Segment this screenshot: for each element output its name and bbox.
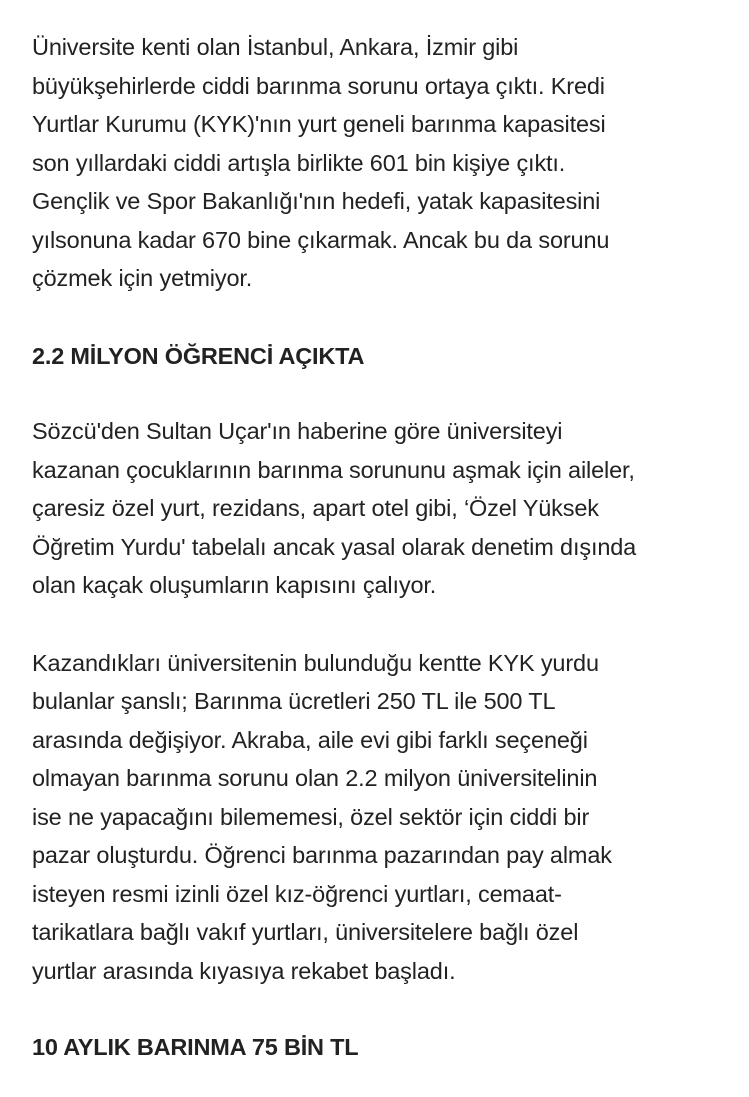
section-heading-housing-cost: 10 AYLIK BARINMA 75 BİN TL: [32, 1034, 359, 1060]
text-line: arasında değişiyor. Akraba, aile evi gibi farklı seçeneği: [32, 726, 588, 753]
text-line: Kazandıkları üniversitenin bulunduğu kentte KYK yurdu: [32, 649, 599, 676]
text-line: pazar oluşturdu. Öğrenci barınma pazarından pay almak: [32, 842, 612, 868]
text-line: yurtlar arasında kıyasıya rekabet başladı.: [32, 957, 456, 984]
text-line: Öğretim Yurdu' tabelalı ancak yasal olarak denetim dışında: [32, 533, 637, 560]
text-line: olmayan barınma sorunu olan 2.2 milyon üniversitelinin: [32, 765, 598, 791]
text-line: ise ne yapacağını bilememesi, özel sektör için ciddi bir: [32, 803, 590, 830]
text-line: Sözcü'den Sultan Uçar'ın haberine göre üniversiteyi: [32, 418, 563, 444]
text-line: kazanan çocuklarının barınma sorununu aşmak için aileler,: [32, 456, 635, 483]
text-line: tarikatlara bağlı vakıf yurtları, üniversitelere bağlı özel: [32, 919, 579, 945]
text-line: Gençlik ve Spor Bakanlığı'nın hedefi, yatak kapasitesini: [32, 188, 601, 214]
text-line: isteyen resmi izinli özel kız-öğrenci yurtları, cemaat-: [32, 880, 562, 907]
text-line: Yurtlar Kurumu (KYK)'nın yurt geneli barınma kapasitesi: [32, 111, 606, 137]
text-line: Üniversite kenti olan İstanbul, Ankara, İzmir gibi: [32, 34, 519, 60]
section-heading-students-without-housing: 2.2 MİLYON ÖĞRENCİ AÇIKTA: [32, 342, 365, 369]
text-line: son yıllardaki ciddi artışla birlikte 601 bin kişiye çıktı.: [32, 149, 566, 176]
paragraph-housing-market: [32, 644, 725, 991]
text-line: yılsonuna kadar 670 bine çıkarmak. Ancak bu da sorunu: [32, 226, 610, 253]
paragraph-private-dorms: [32, 412, 725, 605]
text-line: büyükşehirlerde ciddi barınma sorunu ortaya çıktı. Kredi: [32, 72, 605, 99]
text-line: olan kaçak oluşumların kapısını çalıyor.: [32, 572, 437, 598]
paragraph-kyk-capacity: [32, 28, 725, 298]
text-line: çaresiz özel yurt, rezidans, apart otel gibi, ‘Özel Yüksek: [32, 495, 599, 521]
text-line: çözmek için yetmiyor.: [32, 265, 253, 291]
text-line: bulanlar şanslı; Barınma ücretleri 250 TL ile 500 TL: [32, 688, 556, 714]
